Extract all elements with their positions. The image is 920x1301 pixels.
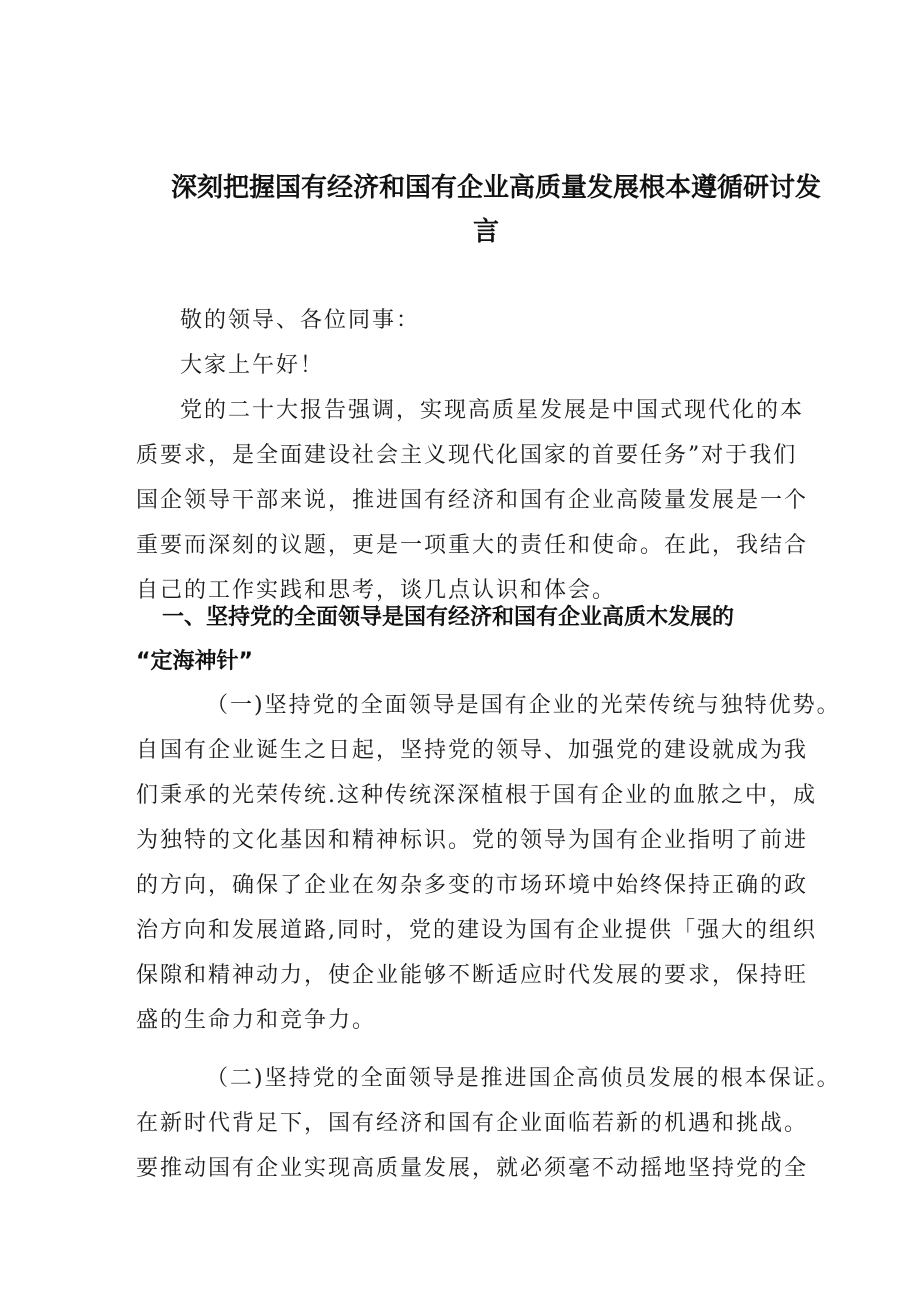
salutation bbox=[136, 298, 796, 343]
salutation-block bbox=[136, 298, 809, 613]
intro-line: 自己的工作实践和思考，谈几点认识和体会。 bbox=[136, 578, 617, 603]
salutation-text: 敬的领导、各位同事： bbox=[180, 308, 421, 333]
intro-line: 重要而深刻的议题，更是一项重大的责任和使命。在此，我结合 bbox=[136, 533, 809, 558]
paragraph-line: 在新时代背足下，国有经济和国有企业面临若新的机遇和挑战。 bbox=[136, 1111, 809, 1136]
paragraph-line: （二)坚持党的全面领导是推进国企高侦员发展的根本保证。 bbox=[206, 1066, 841, 1091]
paragraph-line: （一)坚持党的全面领导是国有企业的光荣传统与独特优势。 bbox=[206, 693, 841, 718]
paragraph-1 bbox=[136, 683, 841, 1043]
paragraph-line: 们秉承的光荣传统.这种传统深深植根于国有企业的血脓之中，成 bbox=[136, 783, 817, 808]
intro-line: 质要求，是全面建设社会主义现代化国家的首要任务”对于我们 bbox=[136, 443, 798, 468]
intro-line: 国企领导干部来说，推进国有经济和国有企业高陵量发展是一个 bbox=[136, 488, 809, 513]
paragraph-line: 治方向和发展道路,同时，党的建设为国有企业提供「强大的组织 bbox=[136, 918, 817, 943]
paragraph-line: 的方向，确保了企业在匆杂多变的市场环境中始终保持正确的政 bbox=[136, 873, 809, 898]
paragraph-line: 要推动国有企业实现高质量发展，就必须毫不动摇地坚持党的全 bbox=[136, 1156, 809, 1181]
paragraph-line: 自国有企业诞生之日起，坚持党的领导、加强党的建设就成为我 bbox=[136, 738, 809, 763]
paragraph-2 bbox=[136, 1056, 841, 1191]
section-heading-1 bbox=[136, 596, 836, 684]
title-line-1: 深刻把握国有经济和国有企业高质量发展根本遵循研讨发 bbox=[170, 173, 821, 203]
paragraph-line: 为独特的文化基因和精神标识。党的领导为国有企业指明了前进 bbox=[136, 828, 809, 853]
greeting-text: 大家上午好！ bbox=[180, 353, 325, 378]
section-1-body bbox=[136, 683, 841, 1191]
section-heading-line: “定海神针” bbox=[136, 649, 253, 674]
paragraph-line: 保隙和精神动力，使企业能够不断适应时代发展的要求，保持旺 bbox=[136, 963, 809, 988]
greeting bbox=[136, 343, 796, 388]
title-line-2: 言 bbox=[472, 217, 499, 247]
section-heading-line: 一、坚持党的全面领导是国有经济和国有企业高质木发展的 bbox=[162, 605, 735, 630]
intro-line: 党的二十大报告强调，实现高质星发展是中国式现代化的本 bbox=[180, 398, 805, 423]
paragraph-line: 盛的生命力和竞争力。 bbox=[136, 1008, 377, 1033]
document-title bbox=[136, 166, 836, 254]
intro-paragraph bbox=[136, 388, 809, 613]
